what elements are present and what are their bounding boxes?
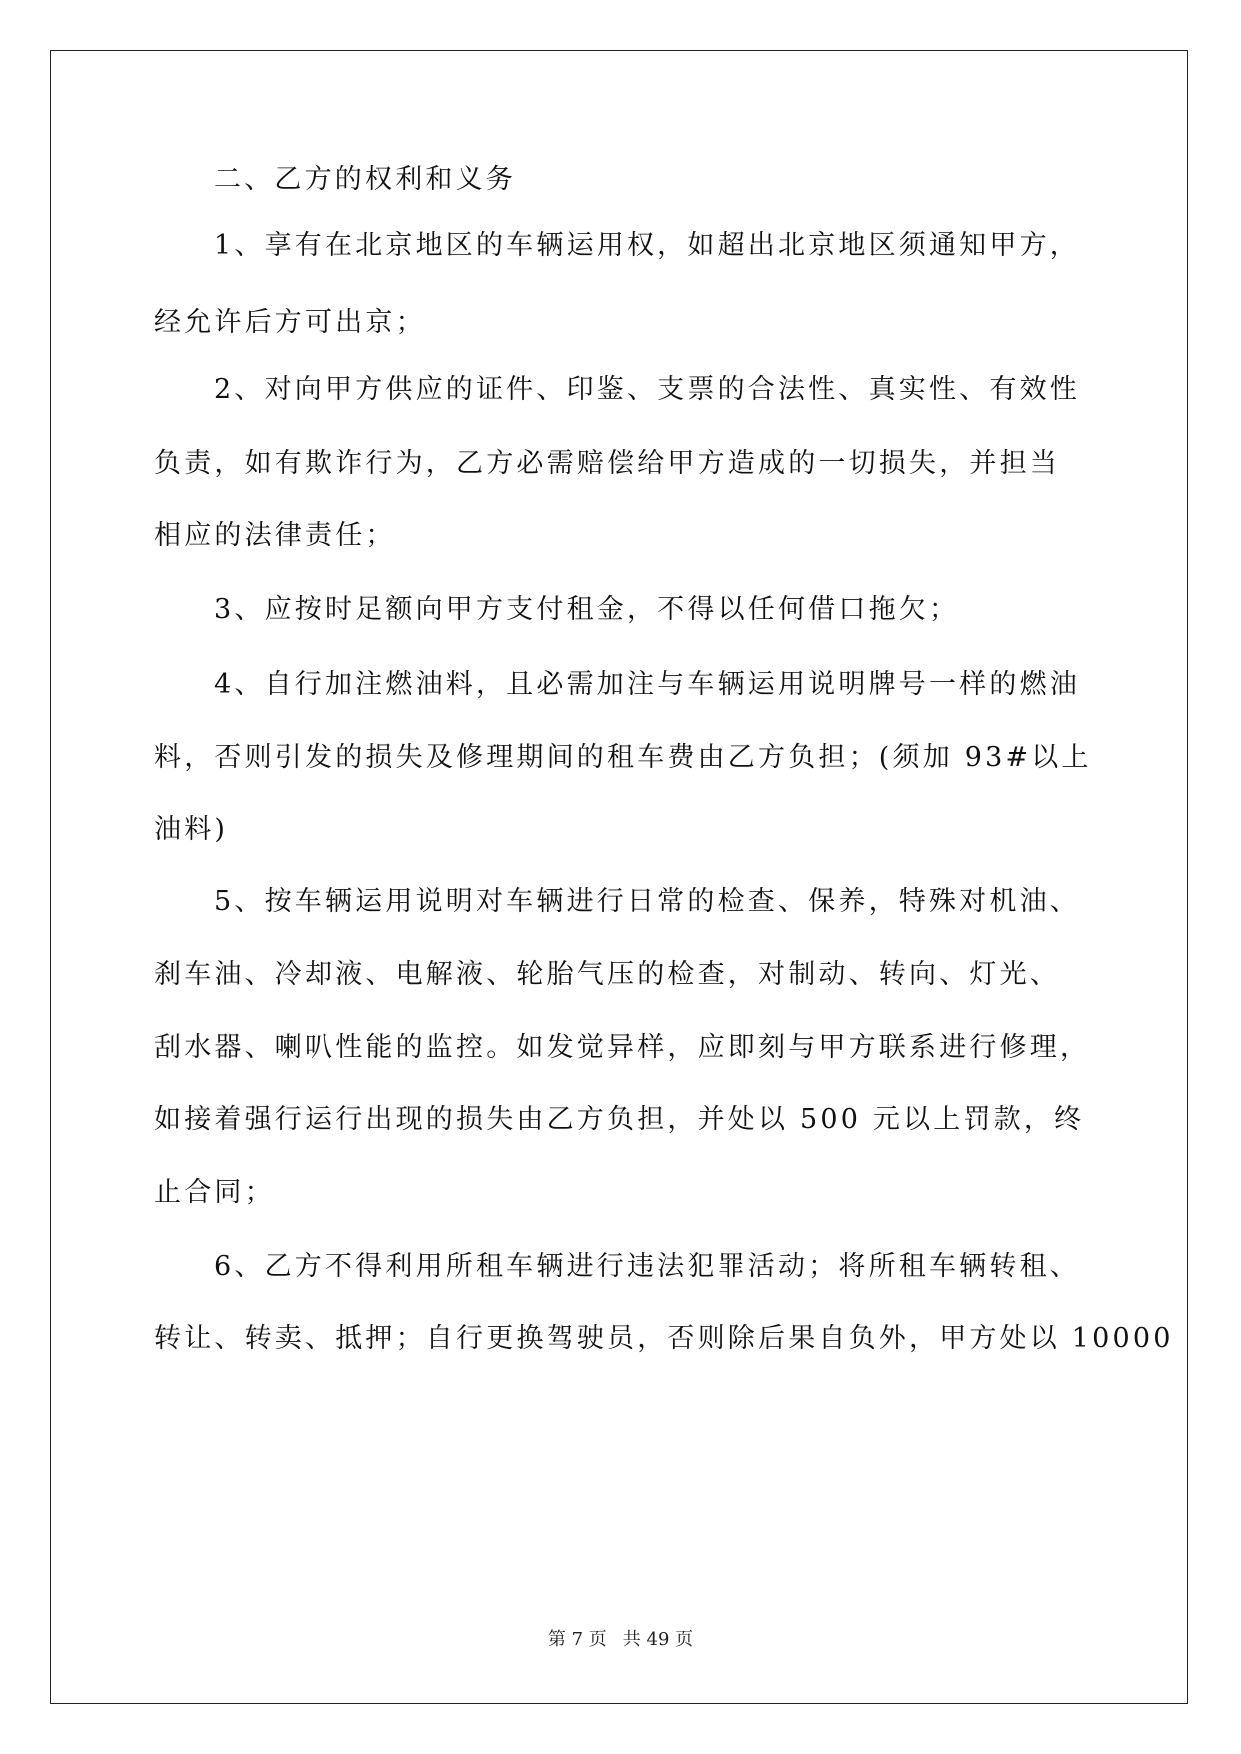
text-line: 2、对向甲方供应的证件、印鉴、支票的合法性、真实性、有效性 (214, 374, 1080, 405)
page-border (50, 50, 1188, 1704)
text-line: 刹车油、冷却液、电解液、轮胎气压的检查，对制动、转向、灯光、 (154, 959, 1060, 990)
text-line: 负责，如有欺诈行为，乙方必需赔偿给甲方造成的一切损失，并担当 (154, 448, 1060, 479)
page-number: 第 7 页 (547, 1629, 607, 1650)
text-line: 1、享有在北京地区的车辆运用权，如超出北京地区须通知甲方， (214, 230, 1080, 261)
text-line: 油料) (154, 814, 229, 845)
text-line: 5、按车辆运用说明对车辆进行日常的检查、保养，特殊对机油、 (214, 886, 1080, 917)
text-line: 转让、转卖、抵押；自行更换驾驶员，否则除后果自负外，甲方处以 10000 (154, 1323, 1174, 1354)
text-line: 料，否则引发的损失及修理期间的租车费由乙方负担；(须加 93#以上 (154, 742, 1092, 773)
text-line: 止合同； (154, 1177, 275, 1208)
section-heading: 二、乙方的权利和义务 (214, 164, 516, 195)
page-footer (0, 1628, 1241, 1652)
text-line: 刮水器、喇叭性能的监控。如发觉异样，应即刻与甲方联系进行修理， (154, 1032, 1091, 1063)
text-line: 4、自行加注燃油料，且必需加注与车辆运用说明牌号一样的燃油 (214, 669, 1080, 700)
page-total: 共 49 页 (622, 1629, 694, 1650)
text-line: 3、应按时足额向甲方支付租金，不得以任何借口拖欠； (214, 594, 960, 625)
text-line: 6、乙方不得利用所租车辆进行违法犯罪活动；将所租车辆转租、 (214, 1251, 1080, 1282)
text-line: 如接着强行运行出现的损失由乙方负担，并处以 500 元以上罚款，终 (154, 1104, 1085, 1135)
text-line: 经允许后方可出京； (154, 307, 426, 338)
text-line: 相应的法律责任； (154, 520, 396, 551)
